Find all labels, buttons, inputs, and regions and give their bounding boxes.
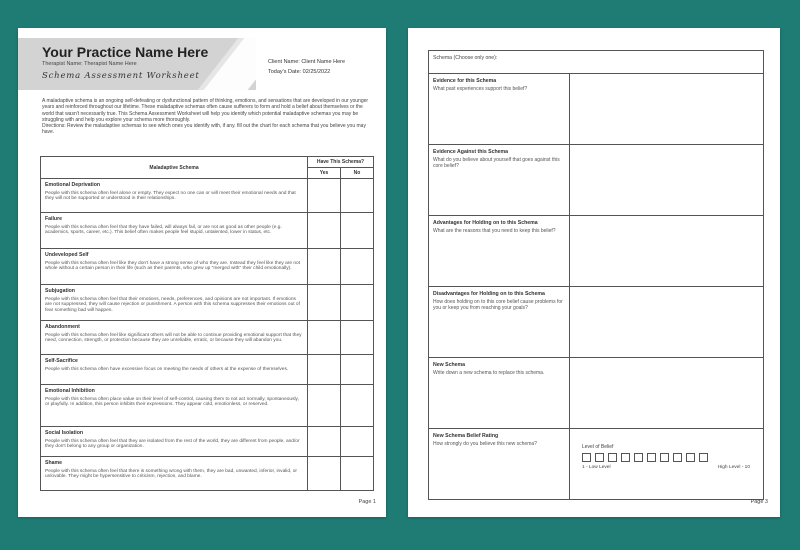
schema-description: People with this schema often feel that they have failed, will always fail, or are not as good as other people (e.g. academics, sports, career, etc.). This belief often makes people feel stupid, untalented, lower in status, etc. [45, 224, 282, 236]
yes-cell[interactable] [308, 321, 341, 355]
table-row [41, 321, 374, 355]
schema-cell [41, 285, 308, 321]
prompt-description: How does holding on to this core belief cause problems for you or keep you from reaching your goals? [433, 299, 563, 311]
prompt-description: What do you believe about yourself that goes against this core belief? [433, 157, 560, 169]
prompt-title: Disadvantages for Holding on to this Schema [433, 291, 545, 297]
table-row [41, 457, 374, 491]
schema-choose-cell[interactable] [429, 51, 764, 74]
belief-high-label: High Level - 10 [717, 465, 750, 470]
yes-cell[interactable] [308, 249, 341, 285]
page-number: Page 3 [750, 499, 768, 505]
schema-title: Emotional Inhibition [45, 388, 95, 394]
prompt-description: Write down a new schema to replace this schema. [433, 370, 545, 376]
table-row [429, 74, 764, 145]
table-row [41, 285, 374, 321]
schema-cell [41, 321, 308, 355]
answer-cell[interactable] [570, 287, 764, 358]
yes-cell[interactable] [308, 213, 341, 249]
schema-cell [41, 355, 308, 385]
no-cell[interactable] [341, 385, 374, 427]
directions-paragraph: Directions: Review the maladaptive schemas to see which ones you identify with, if any. fill out the chart for each schema that you believe you may have. [42, 123, 366, 136]
schema-title: Emotional Deprivation [45, 182, 101, 188]
prompt-description: What are the reasons that you need to keep this belief? [433, 228, 556, 234]
prompt-title: Evidence Against this Schema [433, 149, 509, 155]
todays-date: Today's Date: 02/25/2022 [268, 69, 331, 75]
header-have-schema: Have This Schema? [308, 157, 374, 168]
schema-title: Undeveloped Self [45, 252, 89, 258]
answer-cell[interactable] [570, 74, 764, 145]
schema-cell [41, 385, 308, 427]
yes-cell[interactable] [308, 457, 341, 491]
belief-checkbox[interactable] [660, 453, 669, 462]
schema-description: People with this schema often place value on their level of self-control, causing them to not act normally, spontaneously, or playfully. In addition, this person inhibits their expressions. They appear cold, emotionless, or reserved. [45, 396, 299, 408]
table-row [41, 213, 374, 249]
answer-cell[interactable] [570, 216, 764, 287]
header-yes: Yes [308, 168, 341, 179]
yes-cell[interactable] [308, 179, 341, 213]
no-cell[interactable] [341, 213, 374, 249]
schema-title: Abandonment [45, 324, 80, 330]
table-row [429, 287, 764, 358]
schema-choose-label: Schema (Choose only one): [433, 55, 498, 61]
schema-title: Self-Sacrifice [45, 358, 78, 364]
schema-description: People with this schema often feel that they are isolated from the rest of the world, they are different from people, and/or they don't belong to any group or organization. [45, 438, 300, 450]
page-number: Page 1 [358, 499, 376, 505]
schema-description: People with this schema often feel that their emotions, needs, preferences, and opinions are not important. If emotions are not suppressed, they will cause rejection or punishment. A person with this schema suppresses their emotions out of fear something bad will happen. [45, 296, 300, 313]
schema-description: People with this schema often feel alone or empty. They expect no one can or will meet their emotional needs and that they will not be supported or understood in their relationships. [45, 190, 296, 202]
table-row [429, 358, 764, 429]
table-row [41, 355, 374, 385]
therapist-name: Therapist Name: Therapist Name Here [42, 61, 137, 67]
prompt-description: What past experiences support this belief? [433, 86, 528, 92]
prompt-cell [429, 287, 570, 358]
schema-title: Failure [45, 216, 63, 222]
belief-checkbox[interactable] [621, 453, 630, 462]
table-row [41, 249, 374, 285]
no-cell[interactable] [341, 355, 374, 385]
table-row [41, 385, 374, 427]
worksheet-page-3 [408, 28, 780, 517]
no-cell[interactable] [341, 457, 374, 491]
yes-cell[interactable] [308, 427, 341, 457]
prompt-cell [429, 429, 570, 500]
table-row [429, 145, 764, 216]
prompt-cell [429, 145, 570, 216]
no-cell[interactable] [341, 249, 374, 285]
yes-cell[interactable] [308, 355, 341, 385]
worksheet-title: Schema Assessment Worksheet [42, 71, 200, 81]
belief-low-label: 1 - Low Level [582, 465, 611, 470]
belief-checkbox[interactable] [699, 453, 708, 462]
prompt-description: How strongly do you believe this new schema? [433, 441, 537, 447]
client-name: Client Name: Client Name Here [268, 59, 346, 65]
prompt-title: Evidence for this Schema [433, 78, 497, 84]
no-cell[interactable] [341, 285, 374, 321]
schema-title: Social Isolation [45, 430, 84, 436]
no-cell[interactable] [341, 321, 374, 355]
belief-rating-scale [582, 444, 752, 472]
prompt-cell [429, 358, 570, 429]
prompt-title: Advantages for Holding on to this Schema [433, 220, 538, 226]
schema-title: Subjugation [45, 288, 75, 294]
table-row [429, 216, 764, 287]
belief-checkbox[interactable] [595, 453, 604, 462]
belief-checkbox[interactable] [647, 453, 656, 462]
prompt-cell [429, 74, 570, 145]
belief-checkbox[interactable] [582, 453, 591, 462]
schema-cell [41, 179, 308, 213]
prompt-title: New Schema Belief Rating [433, 433, 499, 439]
schema-cell [41, 457, 308, 491]
prompt-title: New Schema [433, 362, 466, 368]
worksheet-page-1 [18, 28, 386, 517]
schema-table [40, 156, 374, 491]
practice-name: Your Practice Name Here [42, 44, 209, 60]
schema-description: People with this schema often feel like they don't have a strong sense of who they are. Instead they feel like they are not whole without a certain person in their life (such as their parents, who grew up "merged with" their child emotionally). [45, 260, 301, 272]
schema-description: People with this schema often feel like significant others will not be able to continue providing emotional support that they need, connection, strength, or protection because they are unreliable, erratic, or because they will abandon you. [45, 332, 302, 344]
prompt-cell [429, 216, 570, 287]
belief-checkbox[interactable] [686, 453, 695, 462]
header-maladaptive-schema: Maladaptive Schema [41, 157, 308, 179]
no-cell[interactable] [341, 179, 374, 213]
schema-exploration-table [428, 50, 764, 500]
intro-text [42, 98, 372, 136]
belief-checkbox[interactable] [634, 453, 643, 462]
table-row [41, 427, 374, 457]
yes-cell[interactable] [308, 385, 341, 427]
schema-title: Shame [45, 460, 63, 466]
header-no: No [341, 168, 374, 179]
schema-cell [41, 249, 308, 285]
schema-description: People with this schema often have excessive focus on meeting the needs of others at the expense of themselves. [45, 366, 289, 372]
schema-cell [41, 427, 308, 457]
answer-cell[interactable] [570, 358, 764, 429]
answer-cell[interactable] [570, 145, 764, 216]
schema-cell [41, 213, 308, 249]
schema-description: People with this schema often feel that there is something wrong with them, they are bad, unwanted, inferior, invalid, or unlovable. They might be hypersensitive to criticism, rejection, and blame. [45, 468, 297, 480]
intro-paragraph: A maladaptive schema is an ongoing self-defeating or dysfunctional pattern of thinking, emotions, and sensations that are developed in our younger years and reinforced throughout our lifetime. These maladaptive schemas often cause sufferers to form and hold a belief about themselves or the world that wasn't necessarily true. This Schema Assessment Worksheet will help you identify which potential maladaptive schemas you may be struggling with and help you explore your schema more thoroughly. [42, 98, 369, 123]
belief-checkbox[interactable] [608, 453, 617, 462]
table-row [41, 179, 374, 213]
belief-checkbox[interactable] [673, 453, 682, 462]
yes-cell[interactable] [308, 285, 341, 321]
belief-level-label: Level of Belief [582, 444, 614, 450]
no-cell[interactable] [341, 427, 374, 457]
belief-boxes [582, 453, 752, 462]
